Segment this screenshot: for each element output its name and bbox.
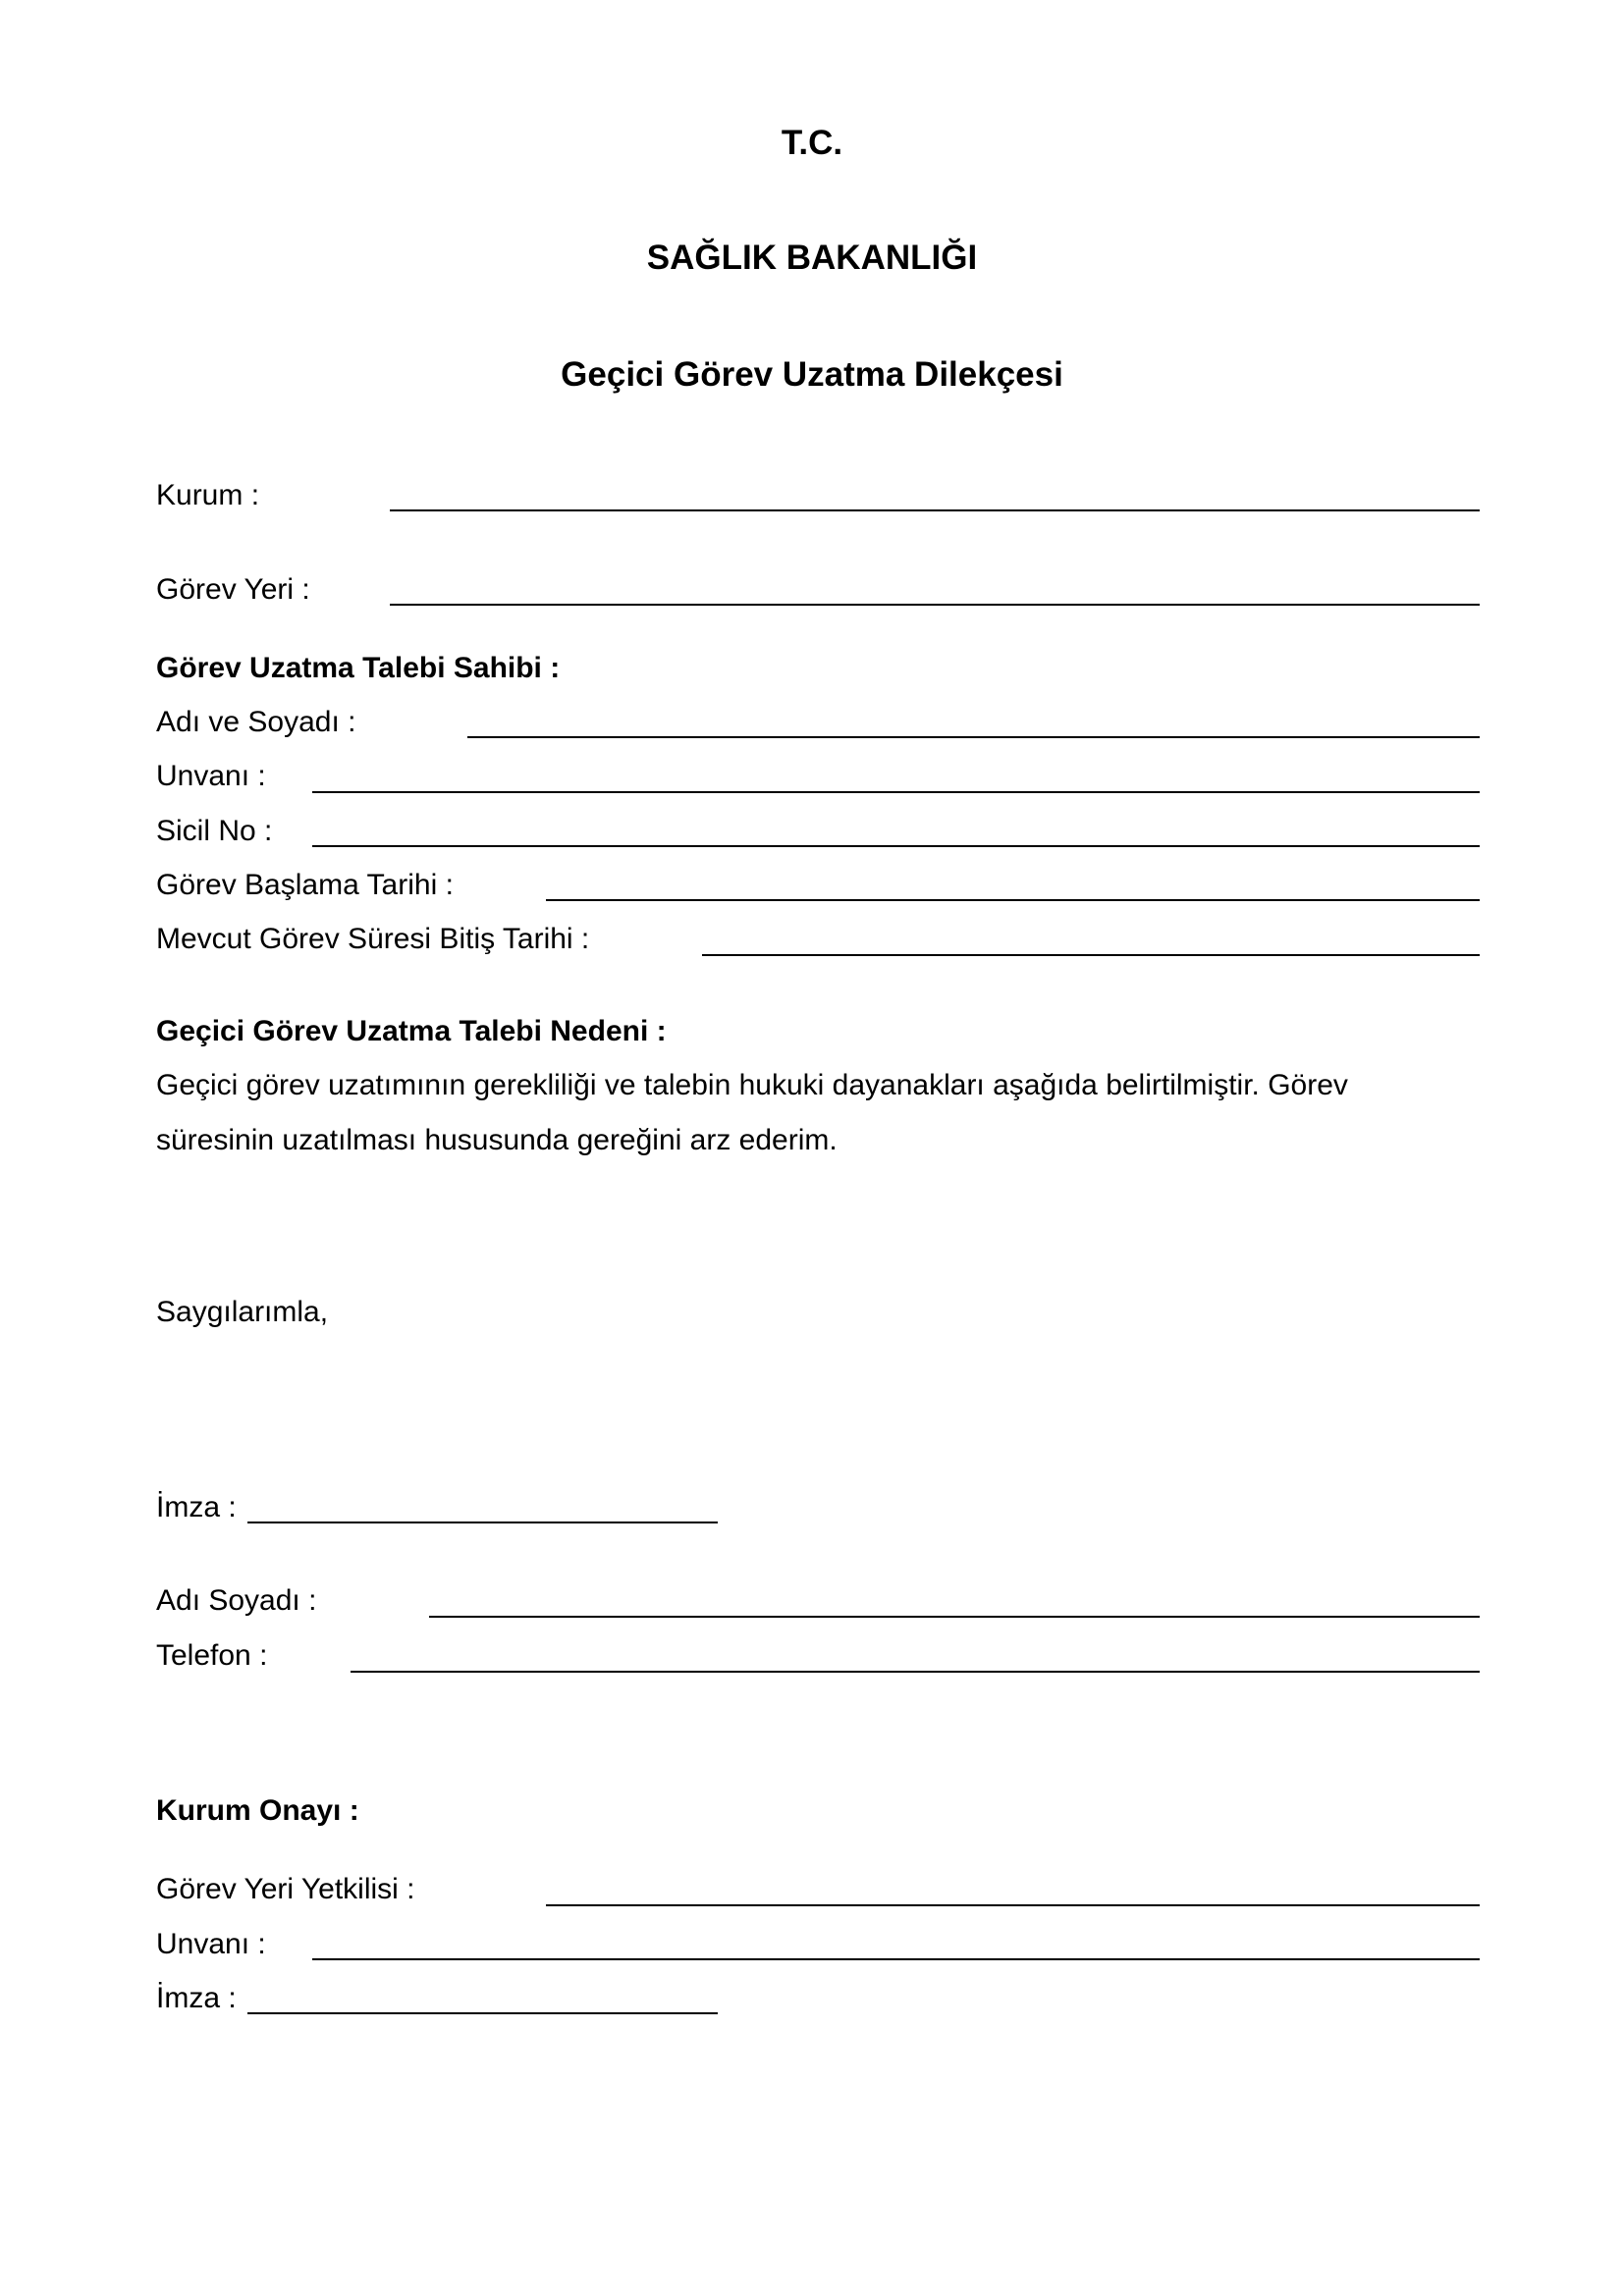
- requester-title-label: Unvanı :: [156, 760, 266, 792]
- phone-field[interactable]: [351, 1671, 1480, 1673]
- authority-title-label: Unvanı :: [156, 1928, 266, 1960]
- approval-heading: Kurum Onayı :: [156, 1794, 359, 1827]
- header-ministry: SAĞLIK BAKANLIĞI: [646, 239, 978, 277]
- requester-name-field[interactable]: [467, 736, 1480, 738]
- kurum-label: Kurum :: [156, 479, 260, 511]
- authority-signature-field[interactable]: [247, 2012, 718, 2014]
- registry-number-field[interactable]: [312, 845, 1480, 847]
- gorev-yeri-field[interactable]: [390, 604, 1480, 606]
- requester-title-field[interactable]: [312, 791, 1480, 793]
- signer-name-field[interactable]: [429, 1616, 1480, 1618]
- regards-text: Saygılarımla,: [156, 1296, 329, 1328]
- signature-field[interactable]: [247, 1522, 718, 1523]
- phone-label: Telefon :: [156, 1639, 268, 1672]
- kurum-field[interactable]: [390, 509, 1480, 511]
- signer-name-label: Adı Soyadı :: [156, 1584, 317, 1617]
- reason-body-line1: Geçici görev uzatımının gerekliliği ve talebin hukuki dayanakları aşağıda belirtilmiştir. Görev: [156, 1069, 1348, 1101]
- authority-field[interactable]: [546, 1904, 1480, 1906]
- reason-heading: Geçici Görev Uzatma Talebi Nedeni :: [156, 1015, 667, 1047]
- authority-title-field[interactable]: [312, 1958, 1480, 1960]
- reason-body-line2: süresinin uzatılması hususunda gereğini arz ederim.: [156, 1124, 838, 1156]
- requester-heading: Görev Uzatma Talebi Sahibi :: [156, 652, 561, 684]
- gorev-yeri-label: Görev Yeri :: [156, 573, 310, 606]
- end-date-label: Mevcut Görev Süresi Bitiş Tarihi :: [156, 923, 590, 955]
- authority-signature-label: İmza :: [156, 1982, 237, 2014]
- end-date-field[interactable]: [702, 954, 1480, 956]
- document-title: Geçici Görev Uzatma Dilekçesi: [561, 355, 1063, 394]
- start-date-label: Görev Başlama Tarihi :: [156, 869, 454, 901]
- authority-label: Görev Yeri Yetkilisi :: [156, 1873, 415, 1905]
- header-tc: T.C.: [781, 124, 843, 162]
- signature-label: İmza :: [156, 1491, 237, 1523]
- registry-number-label: Sicil No :: [156, 815, 273, 847]
- requester-name-label: Adı ve Soyadı :: [156, 706, 356, 738]
- start-date-field[interactable]: [546, 899, 1480, 901]
